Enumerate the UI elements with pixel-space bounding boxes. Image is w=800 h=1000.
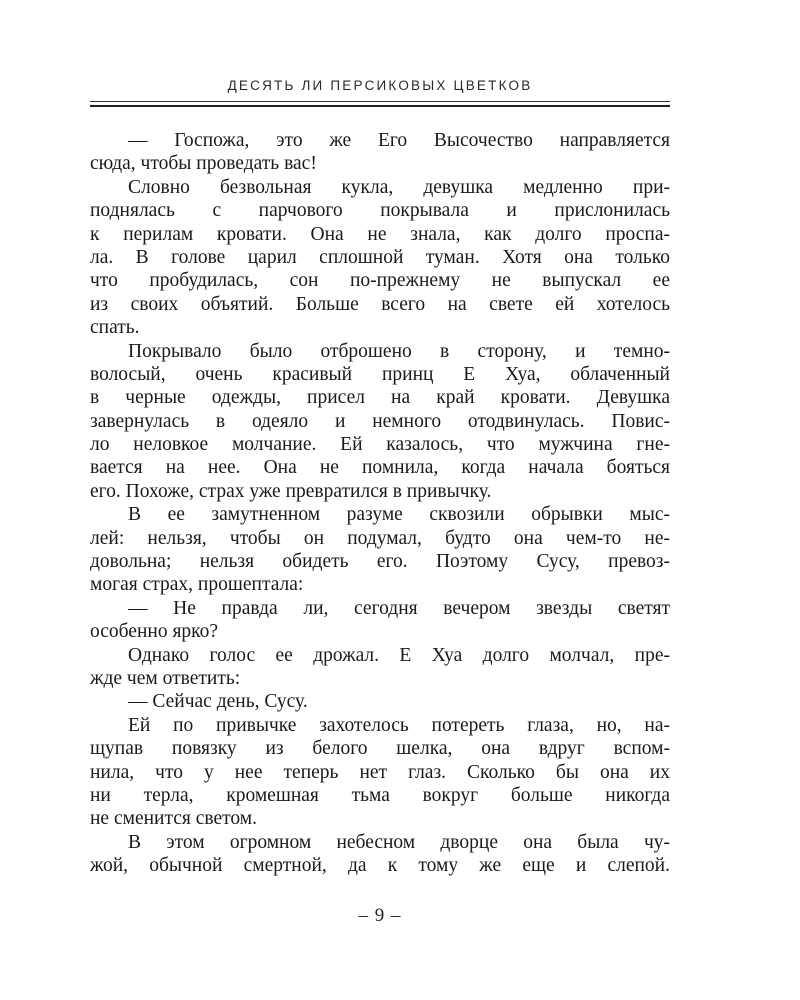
text-line: к перилам кровати. Она не знала, как долго проспа- (90, 223, 670, 245)
running-title: ДЕСЯТЬ ЛИ ПЕРСИКОВЫХ ЦВЕТКОВ (227, 78, 533, 93)
text-line: поднялась с парчового покрывала и прислонилась (90, 200, 670, 222)
text-line: Ей по привычке захотелось потереть глаза, но, на- (128, 714, 670, 736)
text-line: что пробудилась, сон по-прежнему не выпускал ее (90, 270, 670, 292)
text-line: сюда, чтобы проведать вас! (90, 153, 317, 175)
page-number: – 9 – (358, 905, 402, 926)
text-line: особенно ярко? (90, 621, 219, 643)
text-line: щупав повязку из белого шелка, она вдруг вспом- (90, 738, 670, 760)
text-line: лей: нельзя, чтобы он подумал, будто она чем-то не- (90, 527, 670, 549)
text-line: жде чем ответить: (90, 667, 241, 689)
text-line: ни терла, кромешная тьма вокруг больше никогда (90, 784, 670, 806)
text-line: ла. В голове царил сплошной туман. Хотя она только (90, 246, 670, 268)
text-line: — Не правда ли, сегодня вечером звезды светят (128, 597, 670, 619)
text-line: — Госпожа, это же Его Высочество направляется (128, 130, 670, 151)
text-line: волосый, очень красивый принц Е Хуа, облаченный (90, 363, 670, 385)
text-line: Покрывало было отброшено в сторону, и темно- (128, 340, 670, 362)
text-line: из своих объятий. Больше всего на свете ей хотелось (90, 293, 670, 315)
text-line: не сменится светом. (90, 808, 258, 830)
text-line: довольна; нельзя обидеть его. Поэтому Сусу, превоз- (90, 551, 670, 573)
text-line: завернулась в одеяло и немного отодвинулась. Повис- (90, 410, 670, 432)
header-rule-thin (90, 101, 670, 102)
text-line: ло неловкое молчание. Ей казалось, что мужчина гне- (90, 434, 670, 456)
text-line: вается на нее. Она не помнила, когда начала бояться (90, 457, 670, 479)
text-line: Однако голос ее дрожал. Е Хуа долго молчал, пре- (128, 644, 670, 666)
text-line: его. Похоже, страх уже превратился в привычку. (90, 480, 492, 502)
text-line: нила, что у нее теперь нет глаз. Сколько бы она их (90, 761, 670, 783)
text-line: В ее замутненном разуме сквозили обрывки мыс- (128, 504, 670, 526)
text-line: Словно безвольная кукла, девушка медленно при- (128, 176, 670, 198)
text-line: жой, обычной смертной, да к тому же еще и слепой. (90, 855, 670, 877)
body-text (90, 129, 670, 878)
text-line: в черные одежды, присел на край кровати. Девушка (90, 387, 670, 409)
header-rule-thick (90, 105, 670, 107)
text-line: В этом огромном небесном дворце она была чу- (128, 831, 670, 853)
text-line: могая страх, прошептала: (90, 574, 304, 596)
text-line: спать. (90, 317, 140, 339)
text-line: — Сейчас день, Сусу. (128, 691, 308, 713)
